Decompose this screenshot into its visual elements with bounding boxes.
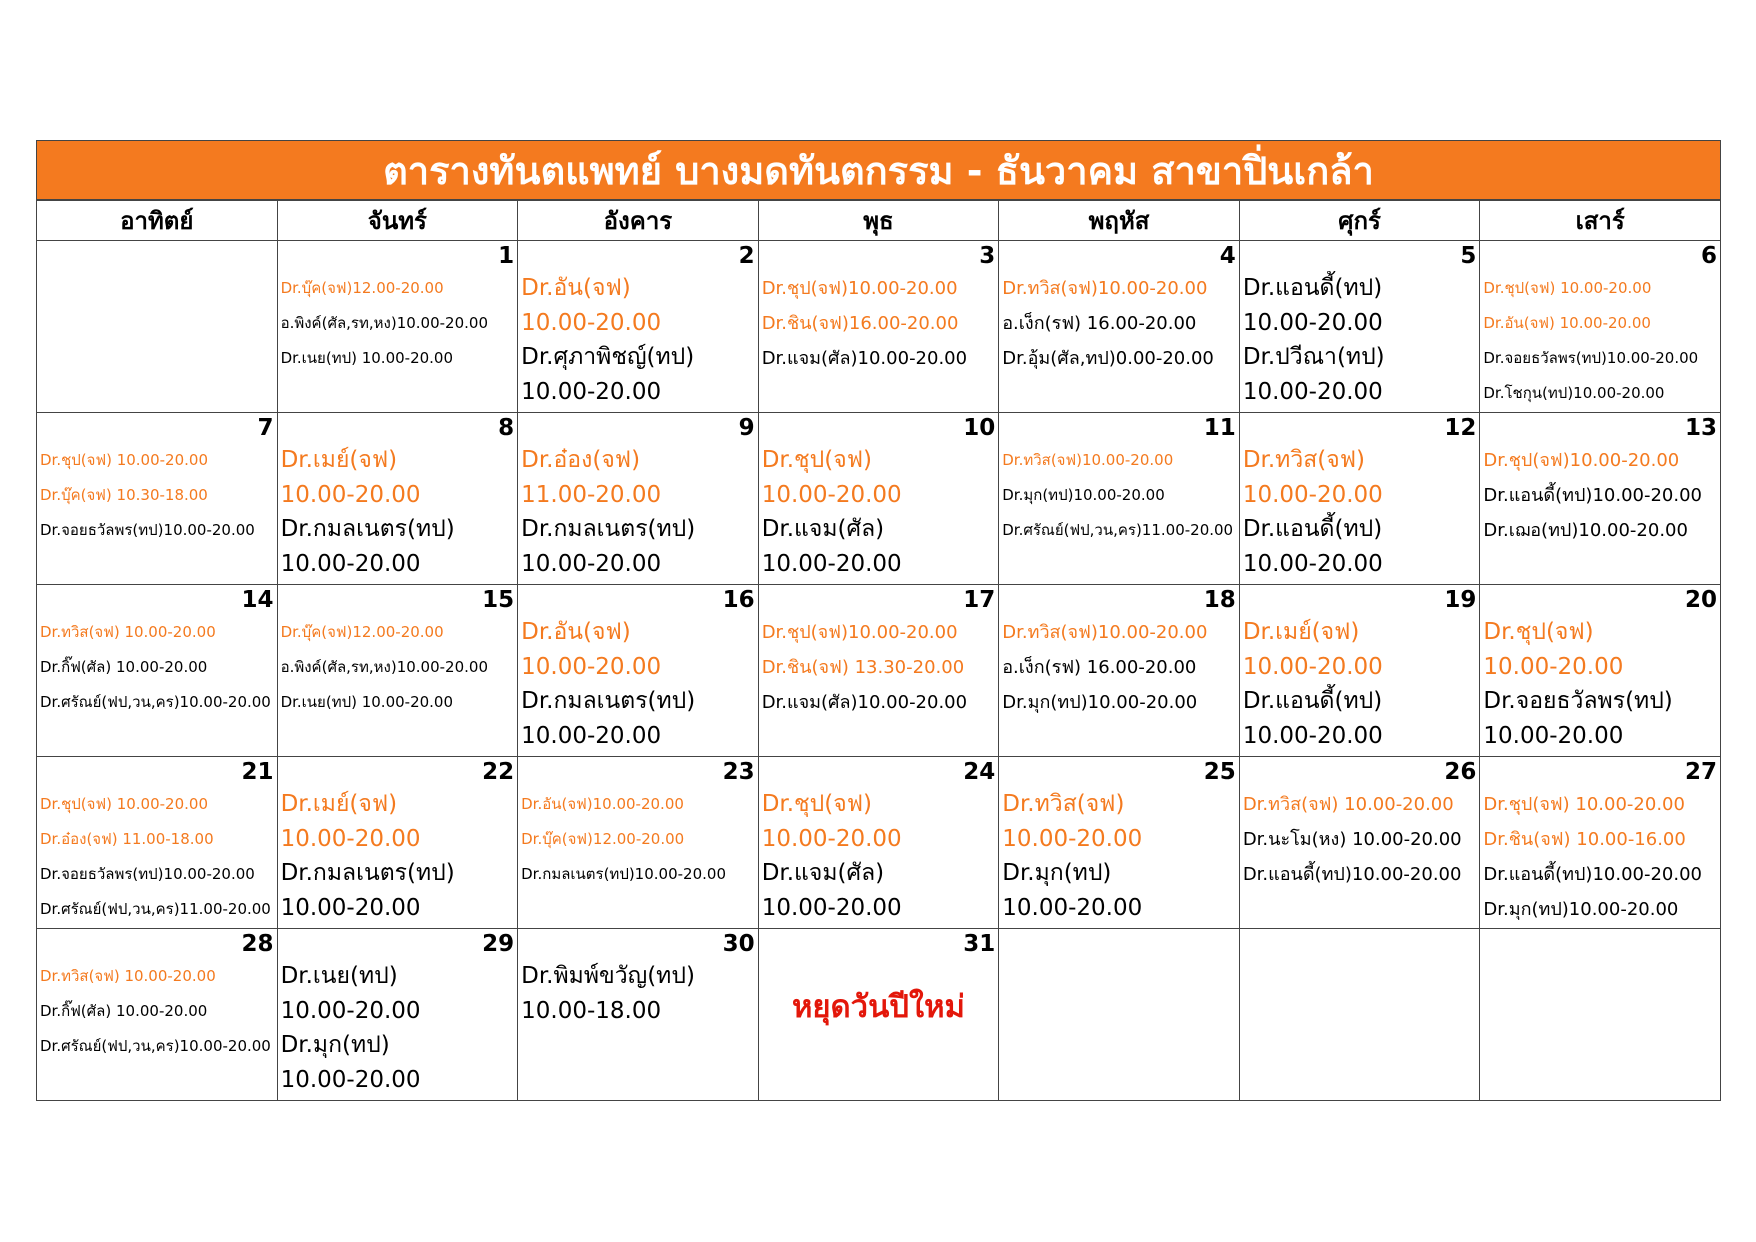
dentist-shift-entry: Dr.อัน(จฟ) 10.00-20.00: [1483, 314, 1651, 332]
weekday-header-thu: พฤหัส: [999, 201, 1240, 241]
dentist-shift-entry: Dr.บุ๊ค(จฟ) 10.30-18.00: [40, 486, 208, 504]
dentist-shift-entry: Dr.อัน(จฟ): [521, 275, 631, 301]
dentist-shift-entry: Dr.แอนดี้(ทป): [1242, 688, 1383, 714]
dentist-shift-entry: Dr.ทวิส(จฟ): [1242, 447, 1365, 473]
day-number: 21: [241, 759, 274, 785]
day-cell: [999, 585, 1240, 757]
day-number: 26: [1444, 759, 1477, 785]
day-number: 11: [1203, 415, 1236, 441]
dentist-shift-entry: Dr.จอยธวัลพร(ทป)10.00-20.00: [40, 521, 255, 539]
dentist-shift-entry: 10.00-20.00: [761, 894, 902, 921]
week-row: [37, 929, 1721, 1101]
dentist-shift-entry: Dr.บุ๊ค(จฟ)12.00-20.00: [521, 830, 685, 848]
dentist-shift-entry: 10.00-20.00: [761, 825, 902, 852]
dentist-shift-entry: Dr.ทวิส(จฟ) 10.00-20.00: [40, 623, 216, 641]
dentist-shift-entry: อ.เง็ก(รฟ) 16.00-20.00: [1002, 657, 1197, 678]
dentist-shift-entry: Dr.เมย์(จฟ): [280, 791, 398, 817]
day-cell: [518, 241, 759, 413]
dentist-shift-entry: Dr.เมย์(จฟ): [280, 447, 398, 473]
dentist-shift-entry: 10.00-20.00: [521, 378, 662, 405]
dentist-shift-entry: Dr.ศรัณย์(ฟป,วน,คร)10.00-20.00: [40, 693, 271, 711]
day-number: 12: [1444, 415, 1477, 441]
dentist-shift-entry: Dr.กิ๊ฟ(ศัล) 10.00-20.00: [40, 1002, 208, 1020]
dentist-shift-entry: Dr.กิ๊ฟ(ศัล) 10.00-20.00: [40, 658, 208, 676]
week-row: [37, 413, 1721, 585]
day-number: 20: [1684, 587, 1717, 613]
day-number: 28: [241, 931, 274, 957]
dentist-shift-entry: Dr.ชุป(จฟ) 10.00-20.00: [1483, 794, 1685, 815]
day-number: 13: [1684, 415, 1717, 441]
dentist-shift-entry: Dr.แอนดี้(ทป)10.00-20.00: [1483, 485, 1703, 506]
day-number: 1: [498, 243, 515, 269]
dentist-shift-entry: 10.00-20.00: [1242, 653, 1383, 680]
dentist-shift-entry: Dr.บุ๊ค(จฟ)12.00-20.00: [280, 279, 444, 297]
day-number: 19: [1444, 587, 1477, 613]
day-cell: [1239, 413, 1480, 585]
day-number: 22: [482, 759, 515, 785]
day-cell: [518, 757, 759, 929]
empty-day-cell: [1239, 929, 1480, 1101]
day-cell: [277, 413, 518, 585]
dentist-shift-entry: Dr.ชุป(จฟ)10.00-20.00: [761, 622, 958, 643]
day-number: 23: [722, 759, 755, 785]
dentist-shift-entry: 10.00-20.00: [1242, 722, 1383, 749]
dentist-shift-entry: Dr.เนย(ทป): [280, 963, 398, 989]
dentist-shift-entry: Dr.ชุป(จฟ): [1483, 619, 1594, 645]
dentist-shift-entry: 10.00-20.00: [521, 722, 662, 749]
dentist-shift-entry: อ.เง็ก(รฟ) 16.00-20.00: [1002, 313, 1197, 334]
dentist-shift-entry: Dr.แจม(ศัล)10.00-20.00: [761, 348, 968, 369]
weekday-header-sun: อาทิตย์: [37, 201, 278, 241]
dentist-shift-entry: 10.00-20.00: [1002, 894, 1143, 921]
dentist-shift-entry: Dr.ชุป(จฟ)10.00-20.00: [761, 278, 958, 299]
dentist-shift-entry: Dr.ชุป(จฟ): [761, 447, 872, 473]
day-number: 14: [241, 587, 274, 613]
day-number: 7: [257, 415, 274, 441]
dentist-shift-entry: 10.00-20.00: [521, 653, 662, 680]
dentist-shift-entry: Dr.ชุป(จฟ) 10.00-20.00: [1483, 279, 1652, 297]
dentist-shift-entry: 10.00-20.00: [761, 550, 902, 577]
dentist-shift-entry: Dr.ทวิส(จฟ)10.00-20.00: [1002, 622, 1208, 643]
week-row: [37, 241, 1721, 413]
dentist-shift-entry: 10.00-20.00: [1002, 825, 1143, 852]
dentist-shift-entry: Dr.ทวิส(จฟ)10.00-20.00: [1002, 278, 1208, 299]
day-number: 30: [722, 931, 755, 957]
holiday-note: หยุดวันปีใหม่: [791, 989, 965, 1025]
dentist-shift-entry: Dr.ศรัณย์(ฟป,วน,คร)10.00-20.00: [40, 1037, 271, 1055]
dentist-shift-entry: Dr.เนย(ทป) 10.00-20.00: [280, 693, 454, 711]
dentist-shift-entry: Dr.อัน(จฟ): [521, 619, 631, 645]
dentist-shift-entry: Dr.บุ๊ค(จฟ)12.00-20.00: [280, 623, 444, 641]
dentist-shift-entry: Dr.กมลเนตร(ทป): [280, 516, 455, 542]
dentist-shift-entry: 10.00-20.00: [280, 825, 421, 852]
dentist-shift-entry: 10.00-20.00: [1242, 550, 1383, 577]
dentist-shift-entry: Dr.ศรัณย์(ฟป,วน,คร)11.00-20.00: [40, 900, 271, 918]
dentist-shift-entry: Dr.เนย(ทป) 10.00-20.00: [280, 349, 454, 367]
day-number: 2: [738, 243, 755, 269]
dentist-shift-entry: Dr.ชิน(จฟ) 13.30-20.00: [761, 657, 965, 678]
day-cell: [758, 413, 999, 585]
dentist-shift-entry: Dr.จอยธวัลพร(ทป)10.00-20.00: [1483, 349, 1699, 367]
dentist-shift-entry: Dr.แอนดี้(ทป): [1242, 516, 1383, 542]
day-cell: [1239, 241, 1480, 413]
dentist-shift-entry: 10.00-20.00: [1242, 309, 1383, 336]
day-cell: [999, 241, 1240, 413]
empty-day-cell: [37, 241, 278, 413]
dentist-shift-entry: Dr.อัน(จฟ)10.00-20.00: [521, 795, 684, 813]
day-cell: [37, 757, 278, 929]
dentist-shift-entry: Dr.ทวิส(จฟ)10.00-20.00: [1002, 451, 1174, 469]
dentist-shift-entry: 10.00-20.00: [280, 1066, 421, 1093]
dentist-shift-entry: Dr.ชุป(จฟ): [761, 791, 872, 817]
dentist-shift-entry: Dr.ชิน(จฟ)16.00-20.00: [761, 313, 959, 334]
dentist-shift-entry: Dr.แอนดี้(ทป): [1242, 275, 1383, 301]
dentist-shift-entry: Dr.กมลเนตร(ทป): [521, 688, 696, 714]
schedule-sheet: [36, 140, 1721, 1101]
day-cell: [1480, 585, 1721, 757]
day-cell: [758, 757, 999, 929]
weekday-header-sat: เสาร์: [1480, 201, 1721, 241]
dentist-shift-entry: Dr.ศุภาพิชญ์(ทป): [521, 344, 695, 370]
day-cell: [1239, 585, 1480, 757]
dentist-shift-entry: Dr.จอยธวัลพร(ทป): [1483, 688, 1673, 714]
dentist-shift-entry: Dr.กมลเนตร(ทป): [280, 860, 455, 886]
day-number: 25: [1203, 759, 1236, 785]
day-number: 31: [963, 931, 996, 957]
dentist-shift-entry: Dr.เมย์(จฟ): [1242, 619, 1360, 645]
calendar-table: [36, 200, 1721, 1101]
weekday-header-row: [37, 201, 1721, 241]
day-cell: [999, 413, 1240, 585]
dentist-shift-entry: Dr.ศรัณย์(ฟป,วน,คร)11.00-20.00: [1002, 521, 1234, 539]
day-cell: [37, 413, 278, 585]
day-cell: [518, 929, 759, 1101]
dentist-shift-entry: Dr.อุ้ม(ศัล,ทป)0.00-20.00: [1002, 348, 1214, 369]
day-number: 4: [1219, 243, 1236, 269]
dentist-shift-entry: Dr.มุก(ทป): [280, 1032, 390, 1058]
dentist-shift-entry: Dr.อ๋อง(จฟ): [521, 447, 641, 473]
dentist-shift-entry: Dr.จอยธวัลพร(ทป)10.00-20.00: [40, 865, 255, 883]
dentist-shift-entry: อ.พิงค์(ศัล,รท,หง)10.00-20.00: [280, 658, 488, 676]
day-cell: [37, 585, 278, 757]
day-number: 24: [963, 759, 996, 785]
day-number: 9: [738, 415, 755, 441]
day-cell: [518, 413, 759, 585]
day-cell: [277, 929, 518, 1101]
dentist-shift-entry: 10.00-20.00: [280, 481, 421, 508]
dentist-shift-entry: Dr.ทวิส(จฟ) 10.00-20.00: [40, 967, 216, 985]
day-number: 16: [722, 587, 755, 613]
dentist-shift-entry: อ.พิงค์(ศัล,รท,หง)10.00-20.00: [280, 314, 488, 332]
day-cell: [758, 241, 999, 413]
dentist-shift-entry: Dr.แจม(ศัล)10.00-20.00: [761, 692, 968, 713]
day-number: 27: [1684, 759, 1717, 785]
dentist-shift-entry: Dr.แจม(ศัล): [761, 516, 885, 542]
dentist-shift-entry: Dr.กมลเนตร(ทป): [521, 516, 696, 542]
dentist-shift-entry: 11.00-20.00: [521, 481, 662, 508]
day-number: 3: [979, 243, 996, 269]
day-number: 18: [1203, 587, 1236, 613]
dentist-shift-entry: 10.00-20.00: [1242, 378, 1383, 405]
dentist-shift-entry: Dr.ทวิส(จฟ) 10.00-20.00: [1242, 794, 1454, 815]
weekday-header-wed: พุธ: [758, 201, 999, 241]
day-cell: [1239, 757, 1480, 929]
weekday-header-fri: ศุกร์: [1239, 201, 1480, 241]
dentist-shift-entry: Dr.มุก(ทป)10.00-20.00: [1002, 486, 1165, 504]
dentist-shift-entry: 10.00-20.00: [1483, 722, 1624, 749]
empty-day-cell: [1480, 929, 1721, 1101]
weekday-header-mon: จันทร์: [277, 201, 518, 241]
day-cell: [37, 929, 278, 1101]
day-cell: [277, 241, 518, 413]
dentist-shift-entry: Dr.พิมพ์ขวัญ(ทป): [521, 963, 695, 989]
dentist-shift-entry: Dr.โชกุน(ทป)10.00-20.00: [1483, 384, 1665, 402]
dentist-shift-entry: Dr.อ๋อง(จฟ) 11.00-18.00: [40, 830, 214, 848]
day-number: 29: [482, 931, 515, 957]
day-cell: [1480, 757, 1721, 929]
dentist-shift-entry: Dr.มุก(ทป): [1002, 860, 1112, 886]
day-cell: [277, 757, 518, 929]
dentist-shift-entry: Dr.แอนดี้(ทป)10.00-20.00: [1483, 864, 1703, 885]
dentist-shift-entry: Dr.แอนดี้(ทป)10.00-20.00: [1242, 864, 1462, 885]
day-cell: [277, 585, 518, 757]
dentist-shift-entry: Dr.เฌอ(ทป)10.00-20.00: [1483, 520, 1688, 541]
dentist-shift-entry: 10.00-18.00: [521, 997, 662, 1024]
dentist-shift-entry: Dr.ชิน(จฟ) 10.00-16.00: [1483, 829, 1686, 850]
day-cell: [1480, 413, 1721, 585]
day-number: 5: [1460, 243, 1477, 269]
dentist-shift-entry: 10.00-20.00: [280, 894, 421, 921]
dentist-shift-entry: Dr.มุก(ทป)10.00-20.00: [1483, 899, 1679, 920]
weekday-header-tue: อังคาร: [518, 201, 759, 241]
day-number: 10: [963, 415, 996, 441]
day-number: 15: [482, 587, 515, 613]
calendar-body: [37, 241, 1721, 1101]
dentist-shift-entry: 10.00-20.00: [521, 309, 662, 336]
dentist-shift-entry: Dr.ปวีณา(ทป): [1242, 344, 1385, 370]
dentist-shift-entry: 10.00-20.00: [1483, 653, 1624, 680]
empty-day-cell: [999, 929, 1240, 1101]
day-cell: [758, 929, 999, 1101]
dentist-shift-entry: 10.00-20.00: [761, 481, 902, 508]
day-cell: [1480, 241, 1721, 413]
week-row: [37, 585, 1721, 757]
dentist-shift-entry: Dr.แจม(ศัล): [761, 860, 885, 886]
day-cell: [518, 585, 759, 757]
dentist-shift-entry: Dr.ชุป(จฟ) 10.00-20.00: [40, 795, 208, 813]
dentist-shift-entry: 10.00-20.00: [280, 550, 421, 577]
dentist-shift-entry: 10.00-20.00: [1242, 481, 1383, 508]
dentist-shift-entry: Dr.มุก(ทป)10.00-20.00: [1002, 692, 1198, 713]
day-cell: [758, 585, 999, 757]
dentist-shift-entry: 10.00-20.00: [521, 550, 662, 577]
dentist-shift-entry: Dr.ทวิส(จฟ): [1002, 791, 1125, 817]
day-number: 6: [1700, 243, 1717, 269]
dentist-shift-entry: Dr.ชุป(จฟ)10.00-20.00: [1483, 450, 1680, 471]
day-cell: [999, 757, 1240, 929]
dentist-shift-entry: Dr.กมลเนตร(ทป)10.00-20.00: [521, 865, 726, 883]
week-row: [37, 757, 1721, 929]
dentist-shift-entry: Dr.นะโม(หง) 10.00-20.00: [1242, 829, 1462, 850]
day-number: 17: [963, 587, 996, 613]
dentist-shift-entry: 10.00-20.00: [280, 997, 421, 1024]
dentist-shift-entry: Dr.ชุป(จฟ) 10.00-20.00: [40, 451, 208, 469]
schedule-title: ตารางทันตแพทย์ บางมดทันตกรรม - ธันวาคม สาขาปิ่นเกล้า: [36, 140, 1721, 200]
day-number: 8: [498, 415, 515, 441]
